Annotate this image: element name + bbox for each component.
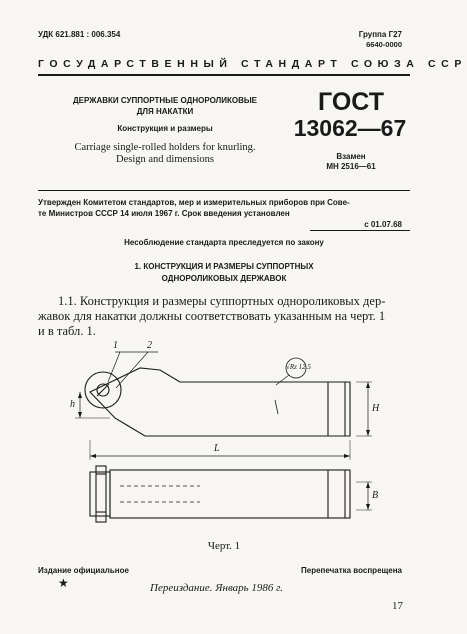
drawing-caption: Черт. 1 [207,540,241,552]
title-en-line1: Carriage single-rolled holders for knurling. [74,142,256,153]
side-view-outline [110,470,350,518]
section-title-line2: ОДНОРОЛИКОВЫХ ДЕРЖАВОК [161,274,287,283]
dim-h: h [70,399,75,410]
dim-H: H [372,403,380,414]
reissue-note: Переиздание. Январь 1986 г. [150,582,284,594]
holder-body-outline [90,368,350,436]
state-standard-banner: ГОСУДАРСТВЕННЫЙ СТАНДАРТ СОЮЗА ССР [38,58,467,70]
product-code: 6640-0000 [366,40,402,49]
title-ru-line2: ДЛЯ НАКАТКИ [136,107,194,116]
title-en-line2: Design and dimensions [116,154,214,165]
para-line1: 1.1. Конструкция и размеры суппортных однороликовых дер- [58,294,386,308]
approval-line1: Утвержден Комитетом стандартов, мер и измерительных приборов при Сове- [38,198,350,207]
replaces-label: Взамен [336,152,366,161]
callout-1: 1 [113,340,118,351]
fork-outline [90,472,110,516]
callout-2: 2 [147,340,152,351]
official-edition: Издание официальное [38,566,129,575]
effective-date: с 01.07.68 [364,220,402,229]
group-label: Группа Г27 [358,30,402,39]
dim-B: B [372,490,379,501]
para-line3: и в табл. 1. [38,324,96,338]
star-icon: ★ [58,576,69,590]
para-line2: жавок для накатки должны соответствовать указанным на черт. 1 [38,309,386,323]
page-number: 17 [392,600,403,612]
no-reprint: Перепечатка воспрещена [301,566,402,575]
gost-label: ГОСТ [318,88,384,116]
gost-number: 13062—67 [293,115,407,141]
udk-code: УДК 621.881 : 006.354 [38,30,121,39]
replaces-standard: МН 2516—61 [326,162,376,171]
title-ru-line1: ДЕРЖАВКИ СУППОРТНЫЕ ОДНОРОЛИКОВЫЕ [72,96,258,105]
approval-line2: те Министров СССР 14 июля 1967 г. Срок введения установлен [38,209,290,218]
section-title-line1: 1. КОНСТРУКЦИЯ И РАЗМЕРЫ СУППОРТНЫХ [134,262,314,271]
law-warning: Несоблюдение стандарта преследуется по закону [124,238,324,247]
roughness-mark: √Rz 12.5 [286,363,311,371]
dim-L: L [214,443,220,454]
title-ru-subtitle: Конструкция и размеры [117,124,213,133]
